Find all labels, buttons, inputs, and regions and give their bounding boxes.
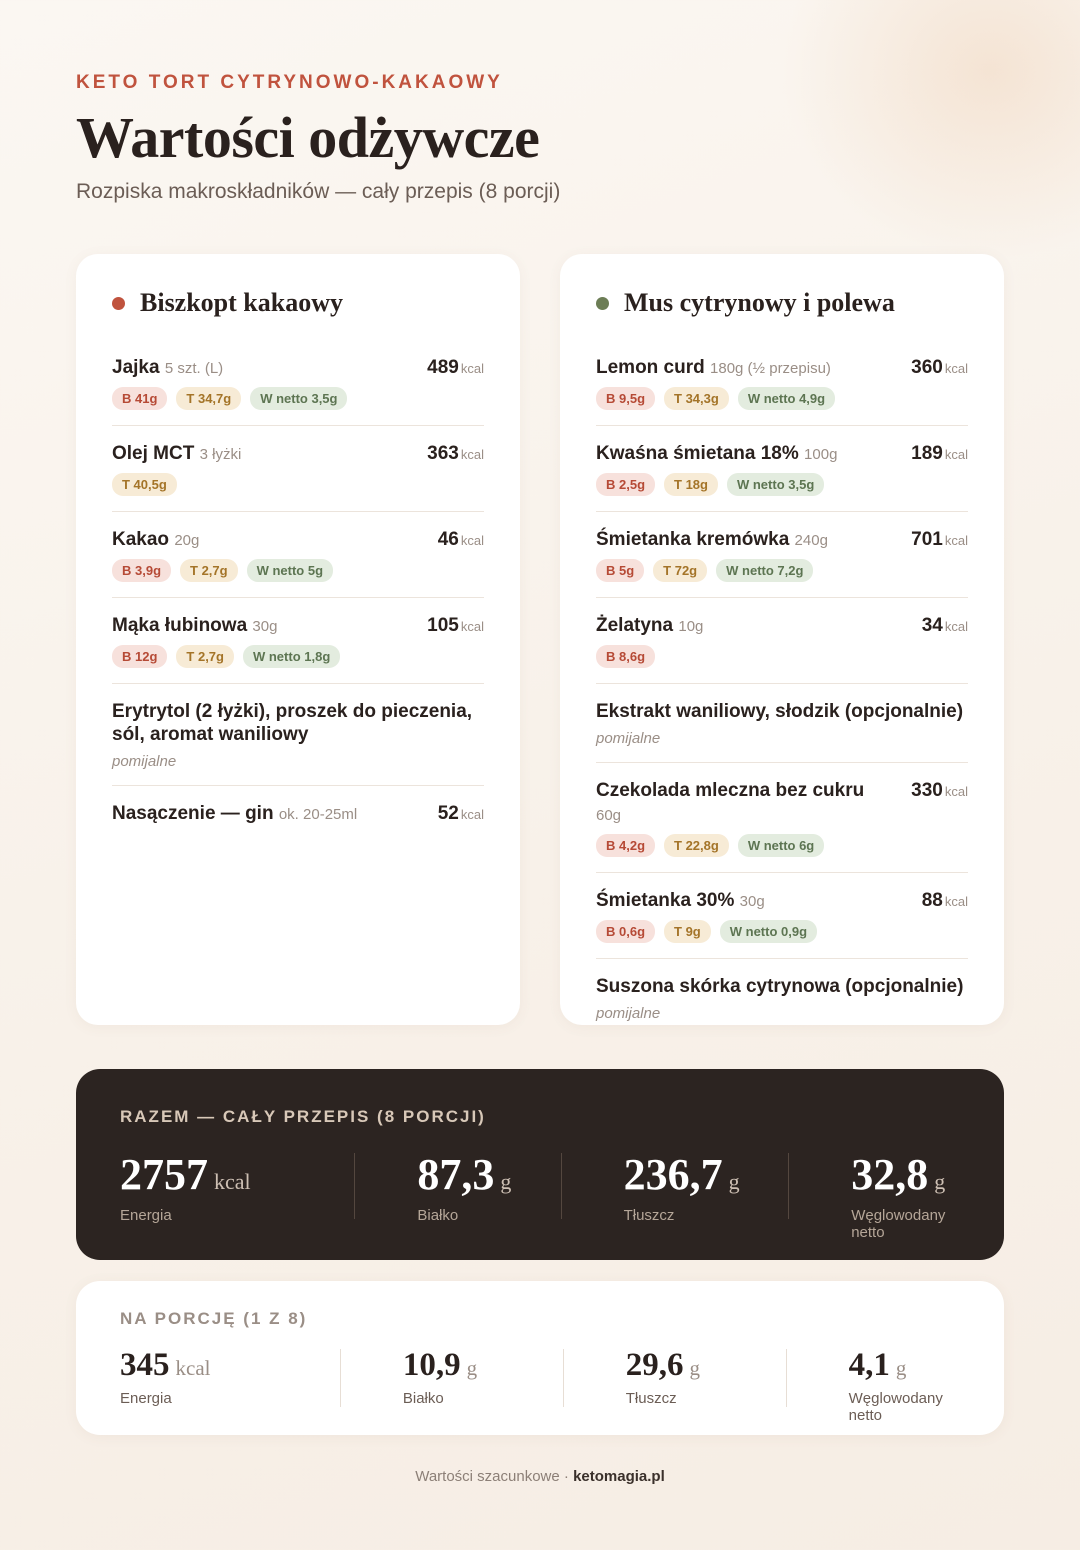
ingredient-item [596, 873, 968, 959]
protein-badge: B 12g [112, 645, 167, 668]
ingredient-name: Olej MCT [112, 443, 195, 464]
protein-badge: B 5g [596, 559, 644, 582]
negligible-note: pomijalne [112, 753, 177, 770]
section-title: Biszkopt kakaowy [140, 288, 343, 317]
stat-energy [120, 1349, 340, 1407]
ingredient-name: Erytrytol (2 łyżki), proszek do pieczenia, sól, aromat waniliowy [112, 701, 473, 745]
net-carbs-badge: W netto 3,5g [250, 387, 347, 410]
ingredient-quantity: 60g [596, 807, 622, 824]
kcal-unit: kcal [460, 807, 484, 822]
ingredient-item [112, 684, 484, 786]
ingredient-name: Żelatyna [596, 615, 674, 636]
ingredient-item [596, 340, 968, 426]
ingredient-name-wrap [596, 889, 765, 913]
kcal-value: 34 [921, 615, 943, 636]
ingredient-kcal [427, 614, 484, 638]
section-dot-icon [596, 297, 609, 310]
kcal-unit: kcal [944, 894, 968, 909]
ingredient-name: Ekstrakt waniliowy, słodzik (opcjonalnie) [596, 701, 964, 722]
kcal-unit: kcal [460, 533, 484, 548]
ingredient-kcal [922, 889, 968, 913]
ingredient-quantity: 30g [252, 618, 278, 635]
net-carbs-badge: W netto 6g [738, 834, 824, 857]
kcal-value: 105 [427, 615, 459, 636]
fat-badge: T 9g [664, 920, 711, 943]
protein-badge: B 41g [112, 387, 167, 410]
fat-badge: T 34,3g [664, 387, 729, 410]
ingredient-kcal [438, 802, 484, 826]
ingredient-name-wrap [112, 528, 199, 552]
kcal-unit: kcal [944, 619, 968, 634]
footer [0, 1468, 1080, 1485]
ingredient-name-wrap [596, 614, 703, 638]
kcal-unit: kcal [460, 361, 484, 376]
stat-value-line [623, 1150, 789, 1199]
protein-badge: B 2,5g [596, 473, 655, 496]
fat-badge: T 2,7g [176, 645, 234, 668]
ingredient-kcal [911, 356, 968, 380]
stat-protein [354, 1150, 560, 1224]
protein-badge: B 0,6g [596, 920, 655, 943]
macro-tags [596, 473, 968, 496]
ingredient-row [596, 442, 968, 466]
macro-tags [596, 387, 968, 410]
ingredient-name: Kakao [112, 529, 170, 550]
kcal-value: 701 [911, 529, 943, 550]
kcal-value: 88 [921, 890, 943, 911]
recipe-eyebrow: KETO TORT CYTRYNOWO-KAKAOWY [76, 72, 503, 93]
fat-badge: T 18g [664, 473, 718, 496]
ingredient-item [596, 684, 968, 763]
ingredient-list [112, 340, 484, 841]
ingredient-item [112, 598, 484, 684]
net-carbs-badge: W netto 5g [247, 559, 333, 582]
kcal-value: 489 [427, 357, 459, 378]
ingredient-kcal [922, 614, 968, 638]
ingredient-item [112, 786, 484, 841]
net-carbs-badge: W netto 0,9g [720, 920, 817, 943]
stat-label: Węglowodany netto [848, 1390, 943, 1424]
ingredient-row [596, 779, 968, 827]
stat-fat [563, 1349, 786, 1407]
macro-tags [596, 834, 968, 857]
ingredient-name-wrap [112, 700, 484, 746]
ingredient-quantity: 20g [174, 532, 200, 549]
macro-tags [112, 559, 484, 582]
fat-badge: T 2,7g [180, 559, 238, 582]
totals-stats [120, 1150, 960, 1241]
kcal-value: 360 [911, 357, 943, 378]
ingredient-name: Lemon curd [596, 357, 705, 378]
ingredient-row [112, 614, 484, 638]
ingredient-name-wrap [596, 528, 828, 552]
ingredient-quantity: 5 szt. (L) [164, 360, 224, 377]
ingredient-name-wrap [112, 614, 277, 638]
ingredient-kcal [911, 442, 968, 466]
kcal-value: 330 [911, 780, 943, 801]
stat-value: 4,1 [848, 1347, 890, 1383]
footer-site-link[interactable]: ketomagia.pl [573, 1468, 665, 1485]
ingredient-row [596, 889, 968, 913]
per-portion-stats [120, 1347, 960, 1424]
per-portion-label: NA PORCJĘ (1 Z 8) [120, 1309, 308, 1328]
section-title: Mus cytrynowy i polewa [624, 288, 895, 317]
stat-value: 29,6 [625, 1347, 684, 1383]
totals-label: RAZEM — CAŁY PRZEPIS (8 PORCJI) [120, 1107, 486, 1126]
negligible-note: pomijalne [596, 730, 661, 747]
stat-unit: g [466, 1356, 478, 1380]
ingredient-row [112, 442, 484, 466]
ingredient-quantity: 3 łyżki [199, 446, 242, 463]
stat-unit: g [500, 1169, 512, 1194]
section-card-biszkopt [76, 254, 520, 1025]
ingredient-name-wrap [112, 802, 357, 826]
stat-value: 10,9 [402, 1347, 461, 1383]
ingredient-name-wrap [596, 442, 837, 466]
ingredient-name-wrap [112, 356, 223, 380]
stat-unit: g [895, 1356, 907, 1380]
ingredient-list [596, 340, 968, 1037]
ingredient-kcal [438, 528, 484, 552]
stat-label: Węglowodany netto [851, 1207, 946, 1241]
ingredient-item [596, 426, 968, 512]
ingredient-kcal [427, 356, 484, 380]
kcal-value: 52 [437, 803, 459, 824]
ingredient-quantity: 10g [678, 618, 704, 635]
ingredient-name: Śmietanka 30% [596, 890, 735, 911]
kcal-unit: kcal [944, 533, 968, 548]
stat-value: 32,8 [851, 1150, 929, 1199]
kcal-unit: kcal [944, 361, 968, 376]
kcal-value: 363 [427, 443, 459, 464]
negligible-note: pomijalne [596, 1005, 661, 1022]
stat-value: 2757 [120, 1150, 208, 1199]
kcal-value: 189 [911, 443, 943, 464]
macro-tags [596, 559, 968, 582]
kcal-unit: kcal [460, 447, 484, 462]
stat-value: 345 [120, 1347, 170, 1383]
macro-tags [112, 387, 484, 410]
protein-badge: B 4,2g [596, 834, 655, 857]
stat-unit: g [934, 1169, 946, 1194]
ingredient-kcal [427, 442, 484, 466]
ingredient-name: Kwaśna śmietana 18% [596, 443, 799, 464]
background-glow [780, 0, 1080, 260]
stat-protein [340, 1349, 563, 1407]
net-carbs-badge: W netto 1,8g [243, 645, 340, 668]
stat-label: Energia [120, 1207, 172, 1224]
ingredient-item [596, 763, 968, 873]
kcal-unit: kcal [944, 447, 968, 462]
ingredient-name-wrap [112, 442, 241, 466]
ingredient-item [112, 512, 484, 598]
fat-badge: T 22,8g [664, 834, 729, 857]
ingredient-row [112, 356, 484, 380]
stat-value: 87,3 [417, 1150, 495, 1199]
footer-text: Wartości szacunkowe · [415, 1468, 574, 1485]
stat-unit: kcal [214, 1169, 251, 1194]
ingredient-row [596, 528, 968, 552]
ingredient-item [596, 598, 968, 684]
ingredient-name: Czekolada mleczna bez cukru [596, 780, 865, 801]
ingredient-name: Suszona skórka cytrynowa (opcjonalnie) [596, 976, 964, 997]
ingredient-row [112, 528, 484, 552]
stat-net-carbs [788, 1150, 960, 1241]
stat-value-line [626, 1349, 786, 1382]
stat-value: 236,7 [623, 1150, 723, 1199]
stat-value-line [120, 1150, 354, 1199]
stat-label: Energia [120, 1390, 172, 1407]
ingredient-item [112, 340, 484, 426]
ingredient-name-wrap [596, 356, 831, 380]
ingredient-quantity: 30g [739, 893, 765, 910]
macro-tags [112, 473, 484, 496]
stat-value-line [120, 1349, 340, 1382]
ingredient-name: Nasączenie — gin [112, 803, 274, 824]
ingredient-name: Mąka łubinowa [112, 615, 248, 636]
ingredient-row [596, 975, 968, 998]
ingredient-quantity: 100g [804, 446, 838, 463]
net-carbs-badge: W netto 4,9g [738, 387, 835, 410]
stat-label: Tłuszcz [623, 1207, 675, 1224]
ingredient-item [596, 959, 968, 1037]
ingredient-quantity: 180g (½ przepisu) [710, 360, 831, 377]
macro-tags [112, 645, 484, 668]
page-subtitle: Rozpiska makroskładników — cały przepis (8 porcji) [76, 180, 561, 203]
stat-value-line [849, 1349, 960, 1382]
protein-badge: B 8,6g [596, 645, 655, 668]
stat-unit: kcal [175, 1356, 211, 1380]
kcal-unit: kcal [460, 619, 484, 634]
ingredient-row [112, 802, 484, 826]
fat-badge: T 72g [653, 559, 707, 582]
ingredient-name-wrap [596, 700, 963, 723]
ingredient-row [596, 356, 968, 380]
ingredient-name-wrap [596, 779, 864, 827]
macro-tags [596, 645, 968, 668]
ingredient-kcal [911, 779, 968, 803]
ingredient-kcal [911, 528, 968, 552]
section-dot-icon [112, 297, 125, 310]
ingredient-quantity: 240g [794, 532, 828, 549]
ingredient-row [596, 700, 968, 723]
stat-value-line [851, 1150, 960, 1199]
stat-value-line [403, 1349, 563, 1382]
fat-badge: T 34,7g [176, 387, 241, 410]
per-portion-panel [76, 1281, 1004, 1435]
totals-panel [76, 1069, 1004, 1260]
ingredient-row [112, 700, 484, 746]
fat-badge: T 40,5g [112, 473, 177, 496]
protein-badge: B 9,5g [596, 387, 655, 410]
stat-energy [120, 1150, 354, 1224]
stat-fat [561, 1150, 789, 1224]
protein-badge: B 3,9g [112, 559, 171, 582]
stat-label: Białko [417, 1207, 459, 1224]
ingredient-name-wrap [596, 975, 963, 998]
kcal-value: 46 [437, 529, 459, 550]
ingredient-item [596, 512, 968, 598]
ingredient-quantity: ok. 20-25ml [278, 806, 358, 823]
kcal-unit: kcal [944, 784, 968, 799]
macro-tags [596, 920, 968, 943]
stat-unit: g [689, 1356, 700, 1380]
section-header [596, 288, 968, 318]
stat-label: Białko [402, 1390, 444, 1407]
ingredient-row [596, 614, 968, 638]
stat-value-line [417, 1150, 560, 1199]
ingredient-item [112, 426, 484, 512]
stat-net-carbs [786, 1347, 960, 1424]
net-carbs-badge: W netto 7,2g [716, 559, 813, 582]
section-card-mus [560, 254, 1004, 1025]
section-header [112, 288, 484, 318]
ingredient-name: Jajka [112, 357, 160, 378]
stat-unit: g [728, 1169, 740, 1194]
ingredient-name: Śmietanka kremówka [596, 529, 790, 550]
page-title: Wartości odżywcze [76, 105, 540, 170]
stat-label: Tłuszcz [625, 1390, 677, 1407]
net-carbs-badge: W netto 3,5g [727, 473, 824, 496]
